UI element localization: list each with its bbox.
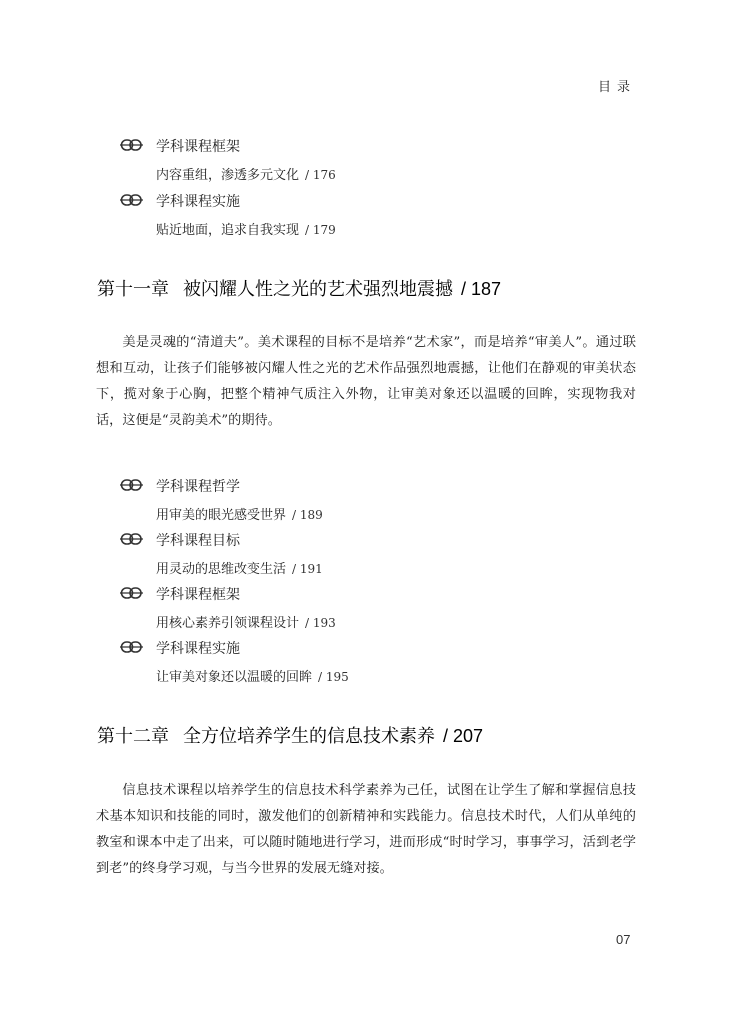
section-title: 学科课程目标 (156, 533, 240, 549)
chapter-heading[interactable] (97, 275, 501, 301)
chapter-intro (96, 330, 636, 434)
page-ref: / 179 (305, 223, 336, 237)
chain-link-icon (120, 638, 144, 658)
intro-paragraph: 美是灵魂的“清道夫”。美术课程的目标不是培养“艺术家”，而是培养“审美人”。通过联想和互动，让孩子们能够被闪耀人性之光的艺术作品强烈地震撼，让他们在静观的审美状态下，揽对象于心胸，把整个精神气质注入外物，让审美对象还以温暖的回眸，实现物我对话，这便是“灵韵美术”的期待。 (96, 335, 636, 428)
chapter-title: 被闪耀人性之光的艺术强烈地震撼 (183, 279, 453, 300)
subtitle-text: 让审美对象还以温暖的回眸 (156, 670, 313, 685)
section-title: 学科课程框架 (156, 139, 240, 155)
chain-link-icon (120, 530, 144, 550)
intro-paragraph: 信息技术课程以培养学生的信息技术科学素养为己任，试图在让学生了解和掌握信息技术基本知识和技能的同时，激发他们的创新精神和实践能力。信息技术时代，人们从单纯的教室和课本中走了出来，可以随时随地进行学习，进而形成“时时学习，事事学习，活到老学到老”的终身学习观，与当今世界的发展无缝对接。 (96, 783, 636, 876)
chapter-page-ref: / 207 (443, 726, 484, 746)
section-subtitle (156, 164, 336, 183)
chain-link-icon (120, 584, 144, 604)
section-subtitle (156, 666, 349, 685)
section-title: 学科课程框架 (156, 587, 240, 603)
section-subtitle (156, 219, 336, 238)
page-ref: / 176 (305, 168, 336, 182)
page-number: 07 (616, 932, 631, 947)
subtitle-text: 用灵动的思维改变生活 (156, 562, 287, 577)
page-ref: / 193 (305, 616, 336, 630)
chapter-intro (96, 778, 636, 882)
section-title: 学科课程实施 (156, 194, 240, 210)
chapter-title: 全方位培养学生的信息技术素养 (183, 726, 435, 747)
section-subtitle (156, 612, 336, 631)
subtitle-text: 用核心素养引领课程设计 (156, 616, 300, 631)
page-ref: / 191 (292, 562, 323, 576)
chapter-number: 第十二章 (97, 726, 169, 747)
chapter-number: 第十一章 (97, 279, 169, 300)
page-ref: / 189 (292, 508, 323, 522)
subtitle-text: 贴近地面，追求自我实现 (156, 223, 300, 238)
chapter-page-ref: / 187 (461, 279, 502, 299)
section-title: 学科课程哲学 (156, 479, 240, 495)
section-title: 学科课程实施 (156, 641, 240, 657)
page-ref: / 195 (318, 670, 349, 684)
chain-link-icon (120, 136, 144, 156)
running-header: 目录 (598, 80, 637, 95)
chain-link-icon (120, 191, 144, 211)
chapter-heading[interactable] (97, 722, 483, 748)
section-subtitle (156, 558, 323, 577)
subtitle-text: 内容重组，渗透多元文化 (156, 168, 300, 183)
subtitle-text: 用审美的眼光感受世界 (156, 508, 287, 523)
section-subtitle (156, 504, 323, 523)
chain-link-icon (120, 476, 144, 496)
